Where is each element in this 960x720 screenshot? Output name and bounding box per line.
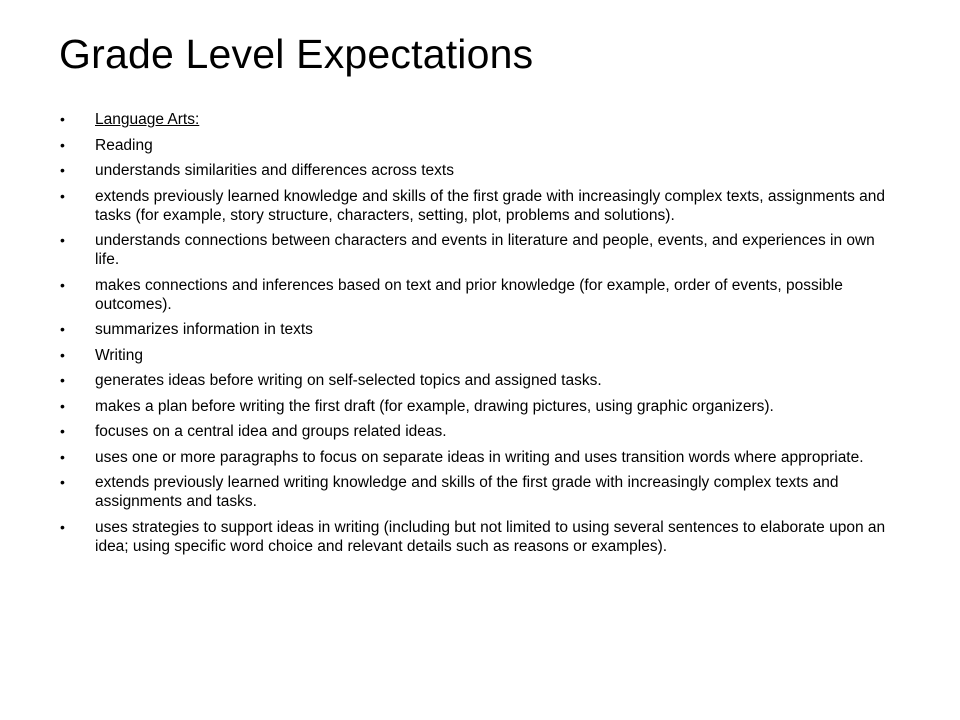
bullet-text: makes connections and inferences based on text and prior knowledge (for example, order of events, possible outcomes). [95, 276, 843, 313]
bullet-dot-icon: • [60, 187, 65, 204]
bullet-text: extends previously learned writing knowledge and skills of the first grade with increasingly complex texts and assignments and tasks. [95, 474, 839, 510]
bullet-item [60, 320, 900, 339]
bullet-item-writing [60, 346, 900, 365]
bullet-text: uses strategies to support ideas in writing (including but not limited to using several sentences to elaborate upon an idea; using specific word choice and relevant details such as reasons or examples). [95, 518, 886, 555]
slide-title: Grade Level Expectations [59, 31, 534, 77]
bullet-item [60, 161, 900, 180]
bullet-item-language-arts [60, 110, 900, 129]
bullet-item-reading [60, 136, 900, 155]
bullet-dot-icon: • [60, 372, 65, 388]
bullet-item [60, 397, 900, 416]
bullet-text: Writing [95, 346, 143, 364]
bullet-list [60, 110, 900, 562]
bullet-dot-icon: • [60, 474, 65, 490]
bullet-dot-icon: • [60, 448, 65, 465]
bullet-dot-icon: • [60, 518, 65, 535]
bullet-dot-icon: • [60, 321, 65, 337]
bullet-dot-icon: • [60, 162, 65, 178]
bullet-dot-icon: • [60, 397, 65, 414]
bullet-text: focuses on a central idea and groups related ideas. [95, 423, 447, 440]
bullet-text: understands connections between characters and events in literature and people, events, and experiences in own life. [95, 232, 875, 268]
bullet-text: Language Arts: [95, 111, 200, 128]
bullet-text: summarizes information in texts [95, 321, 313, 338]
bullet-text: uses one or more paragraphs to focus on separate ideas in writing and uses transition words where appropriate. [95, 448, 864, 466]
bullet-dot-icon: • [60, 423, 65, 439]
bullet-text: Reading [95, 136, 153, 154]
bullet-item [60, 187, 900, 225]
bullet-item [60, 473, 900, 511]
bullet-text: makes a plan before writing the first draft (for example, drawing pictures, using graphic organizers). [95, 397, 774, 415]
bullet-dot-icon: • [60, 346, 65, 363]
bullet-text: extends previously learned knowledge and skills of the first grade with increasingly complex texts, assignments and tasks (for example, story structure, characters, setting, plot, problems and solutions). [95, 187, 886, 224]
bullet-dot-icon: • [60, 111, 65, 127]
bullet-item [60, 371, 900, 390]
bullet-item [60, 448, 900, 467]
bullet-dot-icon: • [60, 276, 65, 293]
bullet-text: understands similarities and differences across texts [95, 162, 454, 179]
bullet-item [60, 518, 900, 556]
bullet-dot-icon: • [60, 232, 65, 248]
bullet-text: generates ideas before writing on self-selected topics and assigned tasks. [95, 372, 602, 389]
bullet-item [60, 422, 900, 441]
bullet-dot-icon: • [60, 136, 65, 153]
bullet-item [60, 276, 900, 314]
bullet-item [60, 231, 900, 269]
